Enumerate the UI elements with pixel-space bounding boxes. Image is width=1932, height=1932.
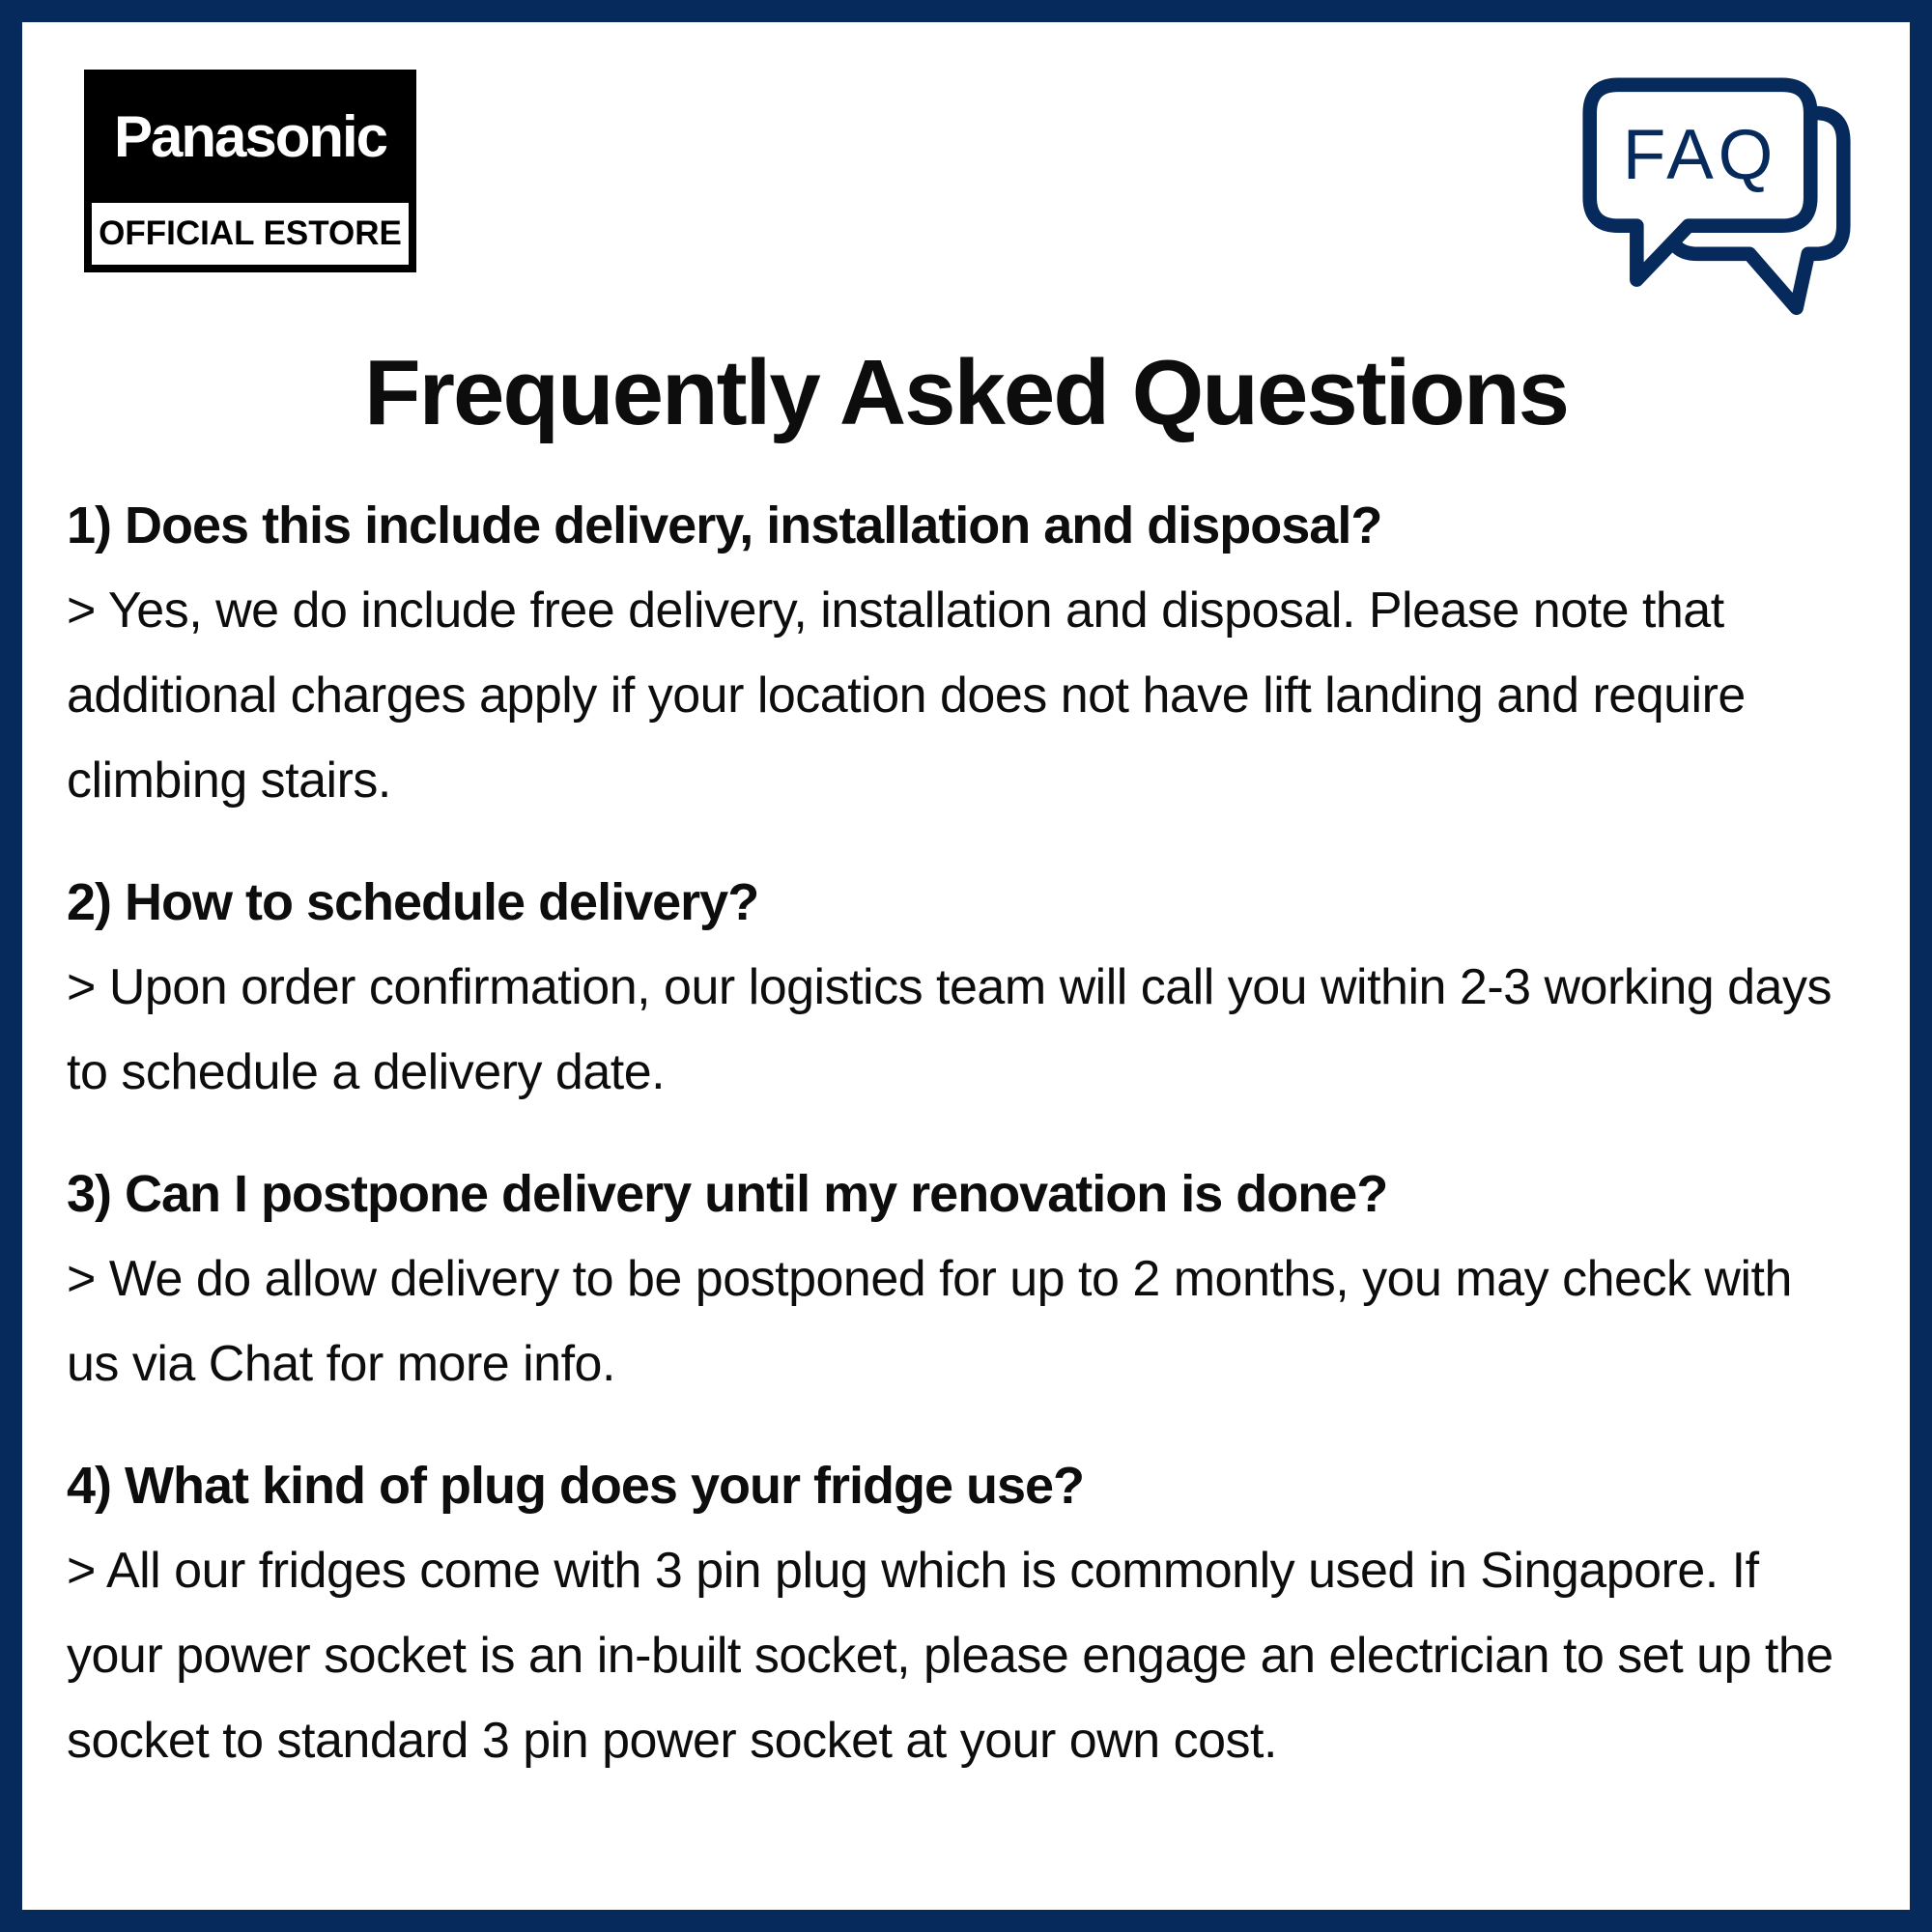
panasonic-logo (84, 70, 416, 272)
faq-question: 3) Can I postpone delivery until my renovation is done? (67, 1165, 1388, 1223)
faq-answer: > Upon order confirmation, our logistics team will call you within 2-3 working days to schedule a delivery date. (67, 959, 1832, 1100)
faq-item (67, 860, 1854, 1115)
faq-answer: > Yes, we do include free delivery, installation and disposal. Please note that additional charges apply if your location does not have lift landing and require climbing stairs. (67, 582, 1746, 809)
faq-item (67, 1151, 1854, 1406)
faq-item (67, 483, 1854, 823)
faq-question: 4) What kind of plug does your fridge use? (67, 1457, 1085, 1515)
panasonic-logo-subtitle: OFFICIAL ESTORE (92, 203, 409, 265)
faq-item (67, 1443, 1854, 1783)
header (22, 22, 1910, 325)
page-title: Frequently Asked Questions (363, 341, 1569, 444)
faq-list (22, 446, 1910, 1783)
faq-icon-label: FAQ (1622, 116, 1778, 195)
faq-chat-bubbles-icon (1580, 75, 1853, 325)
faq-question: 1) Does this include delivery, installation and disposal? (67, 497, 1382, 554)
faq-answer: > All our fridges come with 3 pin plug which is commonly used in Singapore. If your power socket is an in-built socket, please engage an electrician to set up the socket to standard 3 pin power socket at your own cost. (67, 1543, 1833, 1769)
panasonic-logo-brand: Panasonic (113, 103, 387, 169)
faq-question: 2) How to schedule delivery? (67, 873, 759, 931)
faq-answer: > We do allow delivery to be postponed for up to 2 months, you may check with us via Chat for more info. (67, 1251, 1792, 1392)
